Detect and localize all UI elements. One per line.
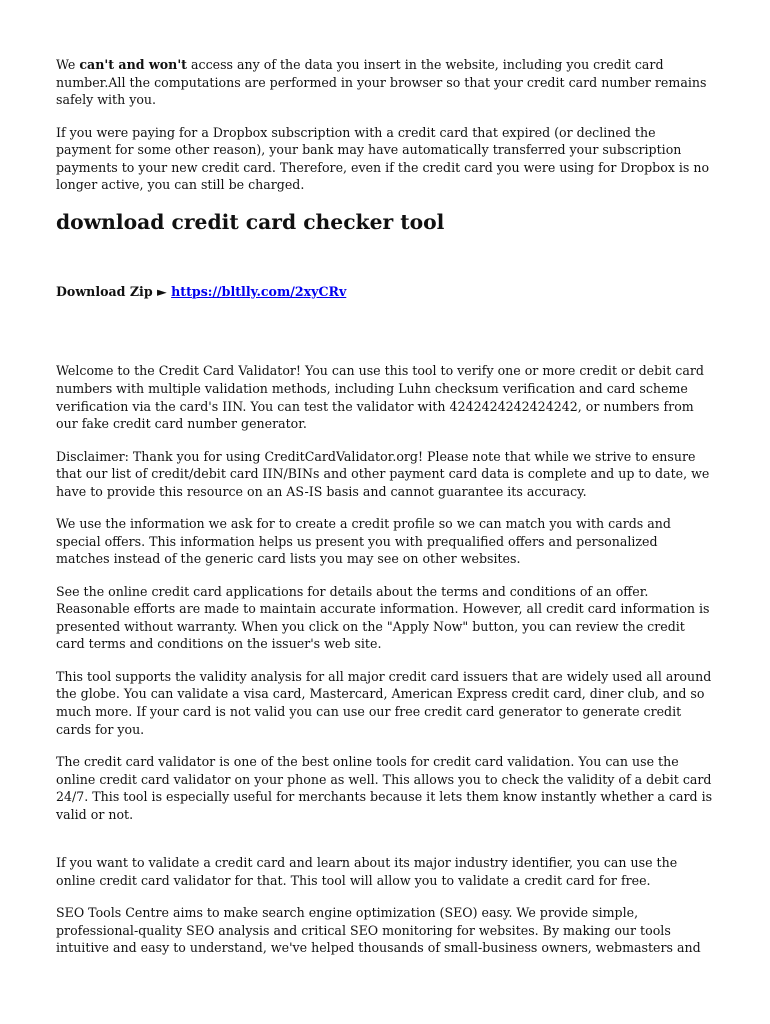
arrow-right-icon: ► bbox=[157, 283, 167, 299]
closing-paragraph: SEO Tools Centre aims to make search engine optimization (SEO) easy. We provide simple, professional-quality SEO analysis and critical SEO monitoring for websites. By making our tools intuitive and easy to understand, we've helped thousands of small-business owners, webmasters and bbox=[56, 905, 701, 956]
body-paragraph: Welcome to the Credit Card Validator! You can use this tool to verify one or more credit or debit card numbers with multiple validation methods, including Luhn checksum verification and card scheme verification via the card's IIN. You can test the validator with 4242424242424242, or numbers from our fake credit card number generator. bbox=[56, 363, 704, 432]
download-label: Download Zip bbox=[56, 283, 153, 299]
body-paragraph: The credit card validator is one of the best online tools for credit card validation. You can use the online credit card validator on your phone as well. This allows you to check the validity of a debit card 24/7. This tool is especially useful for merchants because it lets them know instantly whether a card is valid or not. bbox=[56, 754, 713, 822]
download-link[interactable]: https://bltlly.com/2xyCRv bbox=[171, 283, 347, 299]
intro-paragraph-dropbox: If you were paying for a Dropbox subscription with a credit card that expired (or declined the payment for some other reason), your bank may have automatically transferred your subscription payments to your new credit card. Therefore, even if the credit card you were using for Dropbox is no longer active, you can still be charged. bbox=[56, 124, 710, 193]
body-paragraph: This tool supports the validity analysis for all major credit card issuers that are widely used all around the globe. You can validate a visa card, Mastercard, American Express credit card, diner club, and so much more. If your card is not valid you can use our free credit card generator to generate credit cards for you. bbox=[56, 668, 712, 737]
body-paragraph: We use the information we ask for to create a credit profile so we can match you with cards and special offers. This information helps us present you with prequalified offers and personalized matches instead of the generic card lists you may see on other websites. bbox=[56, 516, 671, 567]
body-paragraph: Disclaimer: Thank you for using CreditCardValidator.org! Please note that while we strive to ensure that our list of credit/debit card IIN/BINs and other payment card data is complete and up to date, we have to provide this resource on an AS-IS basis and cannot guarantee its accuracy. bbox=[56, 448, 710, 499]
spacer bbox=[56, 838, 714, 854]
intro-paragraph-privacy bbox=[56, 56, 714, 109]
download-line bbox=[56, 283, 714, 301]
intro-text-prefix: We bbox=[56, 57, 80, 72]
intro-text-rest: access any of the data you insert in the website, including you credit card number.All the computations are performed in your browser so that your credit card number remains safely with you. bbox=[56, 57, 707, 108]
intro-text-bold: can't and won't bbox=[79, 57, 187, 72]
page-heading: download credit card checker tool bbox=[56, 209, 445, 234]
body-paragraph: See the online credit card applications for details about the terms and conditions of an offer. Reasonable efforts are made to maintain accurate information. However, all credit card information is presented without warranty. When you click on the "Apply Now" button, you can review the credit card terms and conditions on the issuer's web site. bbox=[56, 583, 710, 652]
closing-paragraph: If you want to validate a credit card and learn about its major industry identifier, you can use the online credit card validator for that. This tool will allow you to validate a credit card for free. bbox=[56, 855, 678, 888]
spacer bbox=[56, 300, 714, 362]
